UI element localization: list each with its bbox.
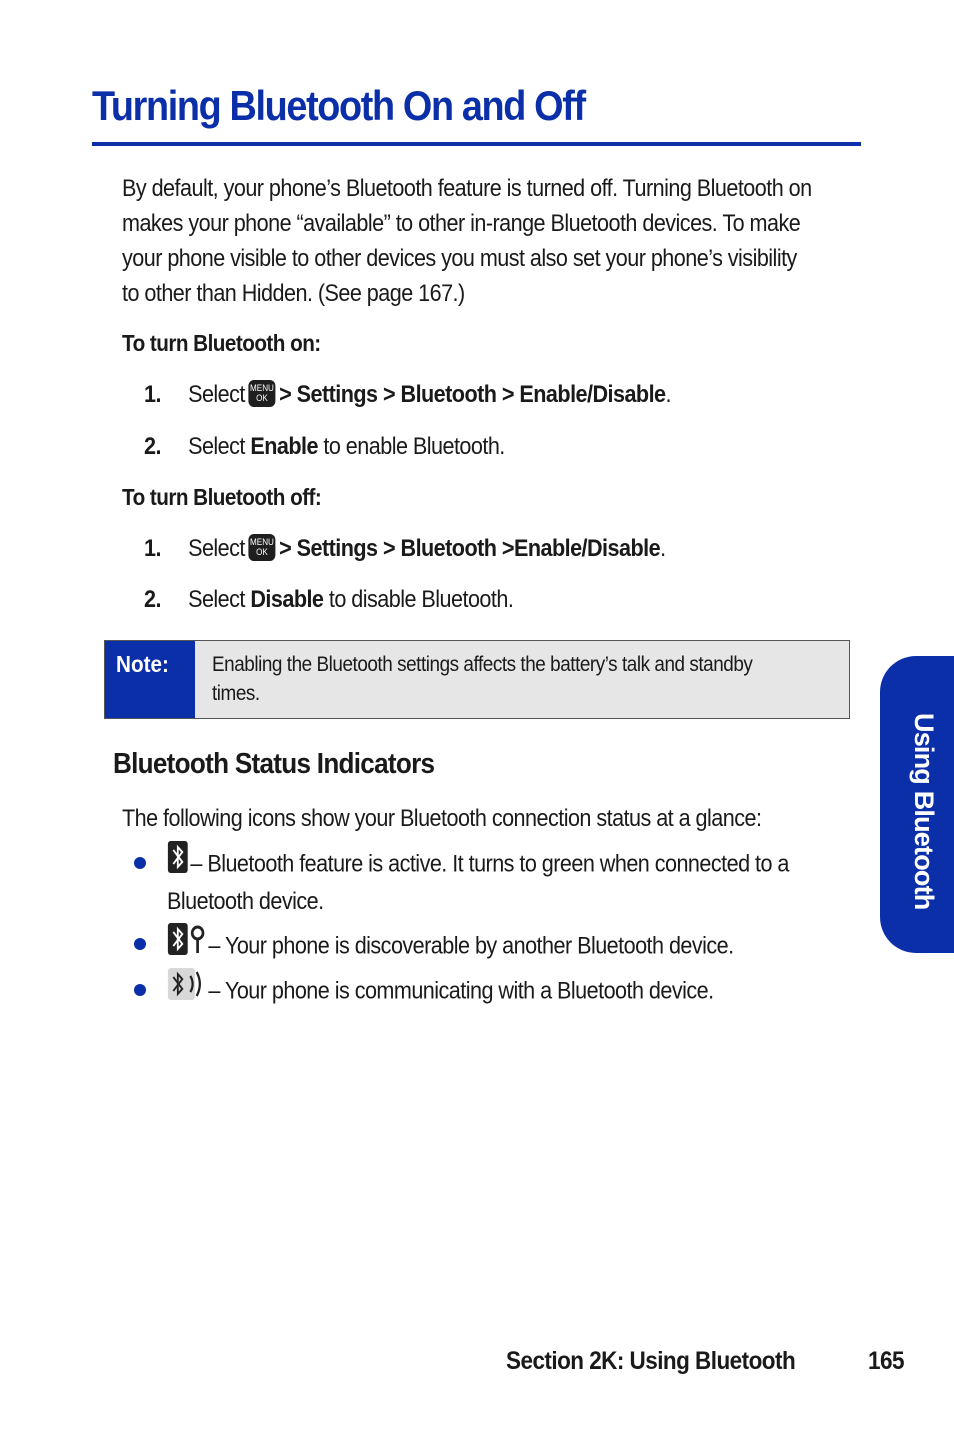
note-text: Enabling the Bluetooth settings affects the battery’s talk and standby times. xyxy=(195,641,849,718)
menu-ok-key-icon: MENU OK xyxy=(248,380,275,407)
step-text: Select xyxy=(188,535,245,562)
menu-path: > Settings > Bluetooth > Enable/Disable xyxy=(279,381,666,408)
intro-paragraph xyxy=(122,171,812,311)
turn-off-step-1: 1. Select MENU OK > Settings > Bluetooth >Enable/Disable. xyxy=(144,535,666,562)
step-text: Select xyxy=(188,433,245,460)
bullet xyxy=(134,857,146,869)
page-number: 165 xyxy=(868,1347,904,1375)
intro-line: By default, your phone’s Bluetooth feature is turned off. Turning Bluetooth on xyxy=(122,175,812,202)
page-title: Turning Bluetooth On and Off xyxy=(92,82,585,129)
turn-on-step-1: 1. Select MENU OK > Settings > Bluetooth > Enable/Disable. xyxy=(144,381,671,408)
status-intro: The following icons show your Bluetooth connection status at a glance: xyxy=(122,805,762,832)
step-number: 2. xyxy=(144,433,161,460)
note-box xyxy=(104,640,850,719)
turn-off-step-2 xyxy=(144,582,513,617)
bluetooth-active-icon xyxy=(167,840,189,884)
step-number: 1. xyxy=(144,535,161,562)
status-item-active: – Bluetooth feature is active. It turns to green when connected to a Bluetooth device. xyxy=(167,846,789,919)
status-item-discoverable: – Your phone is discoverable by another Bluetooth device. xyxy=(167,928,734,966)
turn-on-heading: To turn Bluetooth on: xyxy=(122,330,321,356)
intro-line: makes your phone “available” to other in-range Bluetooth devices. To make xyxy=(122,210,801,237)
status-item-communicating: – Your phone is communicating with a Bluetooth device. xyxy=(167,973,714,1011)
step-text: to disable Bluetooth. xyxy=(328,586,514,613)
menu-ok-key-icon: MENU OK xyxy=(248,534,275,561)
step-option: Enable xyxy=(250,433,318,460)
intro-line: to other than Hidden. (See page 167.) xyxy=(122,280,465,307)
turn-on-step-2 xyxy=(144,429,505,464)
status-heading: Bluetooth Status Indicators xyxy=(113,748,435,780)
turn-off-heading: To turn Bluetooth off: xyxy=(122,484,322,510)
bullet xyxy=(134,984,146,996)
title-divider xyxy=(92,142,861,146)
step-text: Select xyxy=(188,381,245,408)
intro-line: your phone visible to other devices you must also set your phone’s visibility xyxy=(122,245,797,272)
side-tab-label: Using Bluetooth xyxy=(909,713,939,910)
step-option: Disable xyxy=(250,586,324,613)
bullet xyxy=(134,938,146,950)
step-text: Select xyxy=(188,586,245,613)
step-number: 1. xyxy=(144,381,161,408)
step-number: 2. xyxy=(144,586,161,613)
note-label: Note: xyxy=(105,641,195,718)
menu-path: > Settings > Bluetooth >Enable/Disable xyxy=(279,535,661,562)
bluetooth-communicating-icon xyxy=(167,967,207,1011)
step-text: to enable Bluetooth. xyxy=(323,433,505,460)
footer-section-title: Section 2K: Using Bluetooth xyxy=(506,1347,796,1375)
bluetooth-discoverable-icon xyxy=(167,922,207,966)
